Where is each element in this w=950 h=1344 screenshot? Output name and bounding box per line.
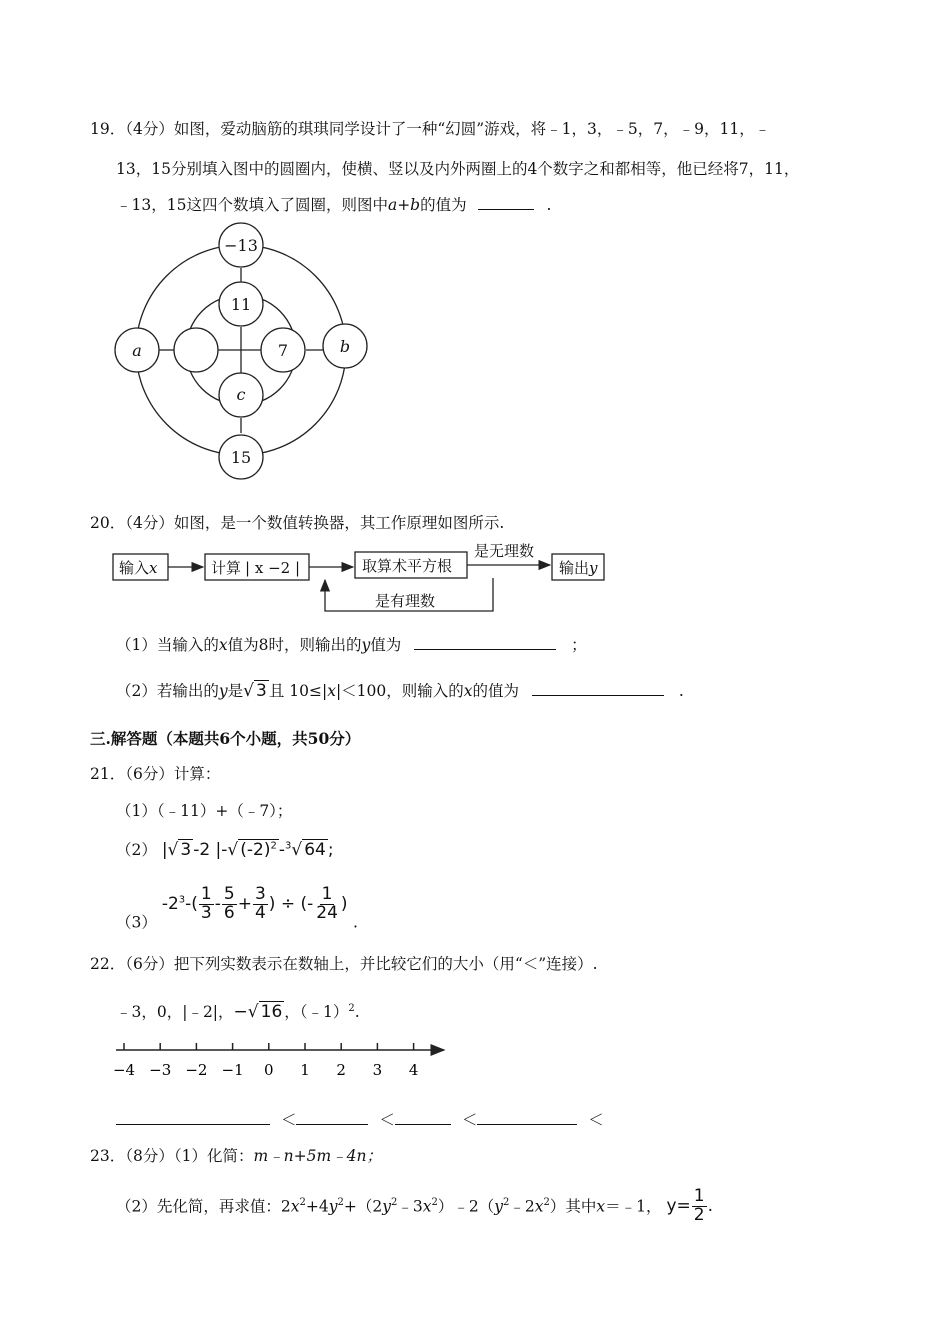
circle-bottom-value: 15 xyxy=(230,448,252,467)
q23-y-value: y= $\frac{1}{2}$ . xyxy=(666,1186,713,1225)
q20-p2-a: （2）若输出的 xyxy=(116,682,219,700)
q22-num-b: ，（﹣1） xyxy=(284,1003,349,1021)
number-line-tick-label: 1 xyxy=(300,1061,310,1079)
q21-p3-end: . xyxy=(352,913,358,932)
circle-right-value: b xyxy=(339,337,351,356)
q19-line3 xyxy=(116,193,551,215)
q20-p2-y: y xyxy=(218,682,228,700)
sqrt-box-label: 取算术平方根 xyxy=(362,557,453,575)
q21-p2-label: （2） xyxy=(116,841,157,859)
number-line-tick-label: 4 xyxy=(408,1061,419,1079)
q20-p2-d: |＜100，则输入的 xyxy=(335,682,464,700)
q20-p1-c: 值为 xyxy=(370,636,402,654)
number-line-tick-label: 3 xyxy=(372,1061,383,1079)
number-line-tick-label: 0 xyxy=(264,1061,274,1079)
q20-part2 xyxy=(116,679,684,701)
q20-p2-e: 的值为 xyxy=(472,682,520,700)
q22-num-exp: 2 xyxy=(348,1002,355,1014)
q19-line3-end: 的值为 xyxy=(420,196,467,214)
number-line-tick-label: −4 xyxy=(112,1061,136,1079)
q23-line1 xyxy=(90,1144,382,1166)
q21-part1: （1）（﹣11）+（﹣7）； xyxy=(116,802,293,820)
input-box-label: 输入x xyxy=(119,559,158,577)
q22-order-blanks xyxy=(116,1108,604,1130)
q20-p1-y: y xyxy=(361,636,371,654)
q22-lt-3: ＜ xyxy=(461,1111,478,1129)
q22-lt-4: ＜ xyxy=(588,1111,604,1129)
compute-box-label: 计算 | x −2 | xyxy=(211,559,300,577)
q22-blank-2[interactable] xyxy=(296,1110,368,1125)
q19-line1: 19．（4分）如图，爱动脑筋的琪琪同学设计了一种“幻圆”游戏，将﹣1，3，﹣5，7，﹣9，11，﹣ xyxy=(90,120,771,138)
q22-lt-1: ＜ xyxy=(280,1111,297,1129)
q21-part3 xyxy=(116,886,358,932)
q21-intro: 21．（6分）计算： xyxy=(90,765,221,783)
q22-lt-2: ＜ xyxy=(379,1111,395,1129)
q23-expr1: m﹣n+5m﹣4n； xyxy=(253,1147,383,1165)
q21-p2-expr: |√ 3 -2 |-√ $(-2)^2$ -$^3$√ 64 ; xyxy=(161,840,334,860)
q22-num-a: ﹣3，0，|﹣2|， xyxy=(116,1003,234,1021)
number-line-tick-label: 2 xyxy=(336,1061,346,1079)
q20-p1-a: （1）当输入的 xyxy=(116,636,219,654)
q20-p2-x: x xyxy=(327,682,336,700)
section3-title: 三.解答题（本题共6个小题，共50分） xyxy=(90,729,361,748)
number-line xyxy=(110,1038,460,1083)
number-line-tick-label: −3 xyxy=(149,1061,172,1079)
q21-p3-expr: $-2^3-$( $\frac{1}{3}$ - $\frac{5}{6}$ + $\frac{3}{4}$ ) ÷ (- $\frac{1}{24}$ ) xyxy=(161,884,348,923)
q20-p2-end: . xyxy=(678,682,684,700)
circle-left-value: a xyxy=(132,341,142,360)
q20-p2-b: 是 xyxy=(227,682,244,700)
circle-inner-top-value: 11 xyxy=(230,295,252,314)
q22-num-end: . xyxy=(354,1003,360,1021)
q19-answer-blank[interactable] xyxy=(478,195,534,210)
q19-line2: 13，15分别填入图中的圆圈内，使横、竖以及内外两圈上的4个数字之和都相等，他已经将7，11， xyxy=(116,160,800,178)
circle-inner-left xyxy=(174,328,218,372)
q21-part2 xyxy=(116,838,334,860)
q20-p2-c: 且 10≤| xyxy=(268,682,328,700)
q19-period: . xyxy=(546,196,552,214)
q20-p2-x2: x xyxy=(463,682,473,700)
q22-blank-3[interactable] xyxy=(395,1110,451,1125)
q22-blank-4[interactable] xyxy=(477,1110,577,1125)
circle-inner-right-value: 7 xyxy=(277,341,289,360)
q20-p1-answer-blank[interactable] xyxy=(414,635,556,650)
value-converter-flowchart xyxy=(110,538,620,618)
q19-line3-text: ﹣13，15这四个数填入了圆圈，则图中 xyxy=(116,196,388,214)
q20-intro: 20．（4分）如图，是一个数值转换器，其工作原理如图所示. xyxy=(90,514,505,532)
magic-circle-figure xyxy=(110,222,380,484)
q19-var-ab: a+b xyxy=(387,196,421,214)
irrational-label: 是无理数 xyxy=(474,542,535,560)
q23-l1-text: 23．（8分）（1）化简： xyxy=(90,1147,254,1165)
q22-neg-sqrt16: −√ 16 xyxy=(233,1002,283,1022)
q22-numbers xyxy=(116,1000,360,1022)
output-box-label: 输出y xyxy=(559,559,598,577)
circle-inner-bottom-value: c xyxy=(236,385,246,404)
q22-blank-1[interactable] xyxy=(116,1110,270,1125)
q23-part2: （2）先化简，再求值：$2x^2+4y^2+(2y^2﹣3x^2)﹣2(y^2﹣2x^2)$其中x＝﹣1， y= $\frac{1}{2}$ . xyxy=(116,1186,713,1225)
q20-p1-end: ； xyxy=(571,636,587,654)
number-line-tick-label: −2 xyxy=(185,1061,208,1079)
q20-p1-b: 值为8时，则输出的 xyxy=(227,636,362,654)
rational-label: 是有理数 xyxy=(375,592,436,610)
q21-p3-label: （3） xyxy=(116,913,157,932)
q22-intro: 22．（6分）把下列实数表示在数轴上，并比较它们的大小（用“＜”连接）. xyxy=(90,955,598,973)
q20-p1-x: x xyxy=(218,636,228,654)
q20-part1 xyxy=(116,633,587,655)
number-line-tick-label: −1 xyxy=(221,1061,244,1079)
q20-p2-answer-blank[interactable] xyxy=(532,681,664,696)
q20-p2-sqrt3: √ 3 xyxy=(243,681,267,701)
circle-top-value: −13 xyxy=(224,236,258,255)
